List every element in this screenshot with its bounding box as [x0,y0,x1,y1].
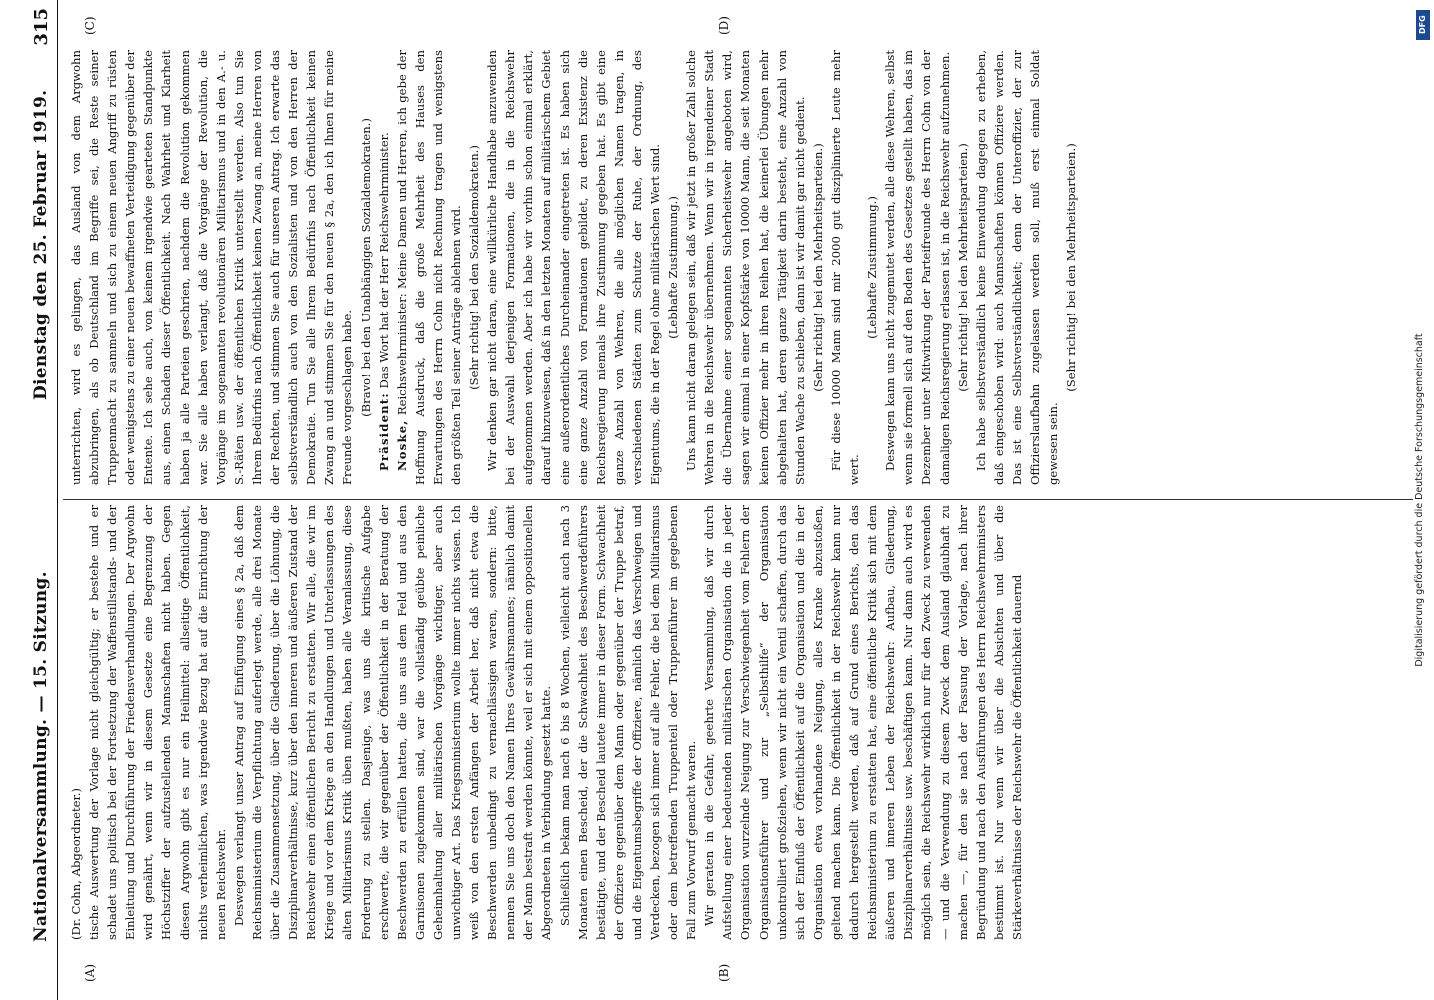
right-column-paragraph: Uns kann nicht daran gelegen sein, daß wir jetzt in großer Zahl solche Wehren in die Reichswehr übernehmen. Wenn wir in irgendeiner Stadt die Übernahme einer sogenannten Sicherheitswehr angeboten wird, sagen wir einmal in einer Kopfstärke von 10000 Mann, die seit Monaten keinen Offizier mehr in ihren Reihen hat, die keinerlei Übungen mehr abgehalten hat, deren ganze Tätigkeit darin besteht, eine Anzahl von Stunden Wache zu schieben, dann ist wir damit gar nicht gedient. [684,50,807,485]
speaker-name: Noske, [394,419,409,471]
margin-marker-a: (A) [83,963,97,982]
left-column [67,505,1407,940]
margin-marker-d: (D) [717,16,731,35]
right-column-paragraph: Präsident: Das Wort hat der Herr Reichswehrminister. [376,132,391,471]
right-column-paragraph: (Lebhafte Zustimmung.) [666,196,681,339]
page-header [31,0,58,1000]
right-column-paragraph: (Sehr richtig! bei den Mehrheitsparteien.) [1064,143,1079,392]
speaker-name: Präsident: [376,392,391,471]
digitization-credit: Digitalisierung gefördert durch die Deutsche Forschungsgemeinschaft [1414,333,1425,667]
page-number: 315 [31,8,52,46]
right-column-paragraph: Wir denken gar nicht daran, eine willkürliche Handhabe anzuwenden bei der Auswahl derjenigen Formationen, die in die Reichswehr aufgenommen werden. Aber ich habe wir vorhin schon einmal erklärt, darauf hinzuweisen, daß in den letzten Monaten auf militärischem Gebiet eine außerordentliches Durcheinander eingetreten ist. Es haben sich eine ganze Anzahl von Formationen gebildet, zu deren Existenz die Reichsregierung niemals ihre Zustimmung gegeben hat. Es gibt eine ganze Anzahl von Wehren, die alle möglichen Namen tragen, in verschiedenen Städten zum Schutze der Ruhe, der Ordnung, des Eigentums, die in der Regel ohne militärischen Wert sind. [485,50,662,485]
right-column-paragraph: Deswegen kann uns nicht zugemutet werden, alle diese Wehren, selbst wenn sie formell sich auf den Boden des Gesetzes gestellt haben, das im Dezember unter Mitwirkung der Parteifreunde des Herrn Cohn von der damaligen Reichsregierung erlassen ist, in die Reichswehr aufzunehmen. [883,50,952,485]
right-column-paragraph: (Sehr richtig! bei den Mehrheitsparteien.) [955,143,970,392]
left-column-paragraph: (Dr. Cohn, Abgeordneter.) [69,788,83,940]
header-left-title: Nationalversammlung. — 15. Sitzung. [31,571,51,942]
right-column-paragraph: Noske, Reichswehrminister: Meine Damen und Herren, ich gebe der Hoffnung Ausdruck, daß die große Mehrheit des Hauses den Erwartungen des Herrn Cohn nicht Rechnung tragen und wenigstens den größten Teil seiner Anträge ablehnen wird. [394,50,463,485]
rotated-page-content [17,0,1417,1000]
right-column-paragraph: unterrichten, wird es gelingen, das Ausland von dem Argwohn abzubringen, als ob Deutschland im Begriffe sei, die Reste seiner Truppenmacht zu sammeln und sich zu einem neuen Angriff zu rüsten oder wenigstens zu einer neuen bewaffneten Verteidigung gegenüber der Entente. Ich sehe auch, von keinem irgendwie gearteten Standpunkte aus, einen Schaden dieser Öffentlichkeit. Nach Wahrheit und Klarheit haben ja alle Parteien geschrien, nachdem die Revolution gekommen war. Sie alle haben verlangt, daß die Vorgänge der Revolution, die Vorgänge im sogenannten revolutionären Militarismus und in den A.- u. S.-Räten usw. der öffentlichen Kritik unterstellt werden. Also tun Sie Ihrem Bedürfnis nach Öffentlichkeit keinen Zwang an, meine Herren von der Rechten, und stimmen Sie auch für unseren Antrag. Ich erwarte das selbstverständlich auch von den Sozialisten und von den Herren der Demokratie. Tun Sie alle Ihrem Bedürfnis nach Öffentlichkeit keinen Zwang an und stimmen Sie für den neuen § 2a, den ich Ihnen für meine Freunde vorgeschlagen habe. [69,50,355,485]
left-column-paragraph: Deswegen verlangt unser Antrag auf Einfügung eines § 2a, daß dem Reichsministerium die Verpflichtung auferlegt werde, alle drei Monate über die Zusammensetzung, über die Gliederung, über die Löhnung, die Disziplinarverhältnisse, kurz über den inneren und äußeren Zustand der Reichswehr einen öffentlichen Bericht zu erstatten. Wir alle, die wir im Kriege und vor dem Kriege an den Handlungen und Unterlassungen des alten Militarismus Kritik üben mußten, haben alle Veranlassung, diese Forderung zu stellen. Dasjenige, was uns die kritische Aufgabe erschwerte, die wir gegenüber der Öffentlichkeit in der Beratung der Beschwerden zu erfüllen hatten, die uns aus dem Feld und aus den Garnisonen zugekommen sind, war die vollständig geübte peinliche Geheimhaltung aller militärischen Vorgänge wichtiger, aber auch unwichtiger Art. Das Kriegsministerium wollte immer nichts wissen. Ich weiß von den ersten Anfängen der Arbeit her, daß nicht etwa die Beschwerden unbedingt zu vernachlässigen waren, sondern: bitte, nennen Sie uns doch den Namen Ihres Gewährsmannes; nämlich damit der Mann bestraft werden könnte, weil er sich mit einem oppositionellen Abgeordneten in Verbindung gesetzt hatte. [231,505,554,940]
column-divider [63,499,1413,500]
left-column-paragraph: tische Auswertung der Vorlage nicht gleichgültig; er bestehe und er schadet uns politisch bei der Fortsetzung der Waffenstillstands- und der Einleitung und Durchführung der Friedensverhandlungen. Der Argwohn wird genährt, wenn wir in diesem Gesetze eine Begrenzung der Höchstziffer der aufzustellenden Mannschaften nicht haben. Gegen diesen Argwohn gibt es nur ein Heilmittel: allseitige Öffentlichkeit, nichts verheimlichen, was irgendwie Bezug hat auf die Einrichtung der neuen Reichswehr. [87,505,228,940]
left-column-paragraph: Schließlich bekam man nach 6 bis 8 Wochen, vielleicht auch nach 3 Monaten einen Bescheid, der die Schwachheit des Beschwerdeführers bestätigte, und der Bescheid lautete immer in dieser Form. Schwachheit der Offiziere gegenüber dem Mann oder gegenüber der Truppe betraf, und die Eigentumsbegriffe der Offiziere, nämlich das Verschweigen und Verdecken, bezogen sich immer auf alle Fehler, die bei dem Militarismus oder dem betreffenden Truppenteil oder Truppenführer im gegebenen Fall zum Vorwurf gemacht waren. [557,505,699,940]
right-column-paragraph: (Sehr richtig! bei den Sozialdemokraten.) [467,145,482,390]
right-column [67,50,1407,485]
dfg-logo: DFG [1416,10,1430,40]
right-column-paragraph: Für diese 10000 Mann sind mir 2000 gut disziplinierte Leute mehr wert. [828,50,862,485]
right-column-paragraph: (Lebhafte Zustimmung.) [865,196,880,339]
left-column-paragraph: Wir geraten in die Gefahr, geehrte Versammlung, daß wir durch Aufstellung einer bedeutenden militärischen Organisation die in jeder Organisation wurzelnde Neigung zur Verschwiegenheit vom Fehlern der Organisationsführer und zur „Selbsthilfe“ der Organisation unkontrolliert großziehen, wenn wir nicht ein Ventil schaffen, durch das sich der Einfluß der Öffentlichkeit auf die Organisation und die in der Organisation etwa vorhandene Neigung, alles Kranke abzustoßen, geltend machen kann. Die Öffentlichkeit in der Reichswehr kann nur dadurch hergestellt werden, daß auf Grund eines Berichts, den das Reichsministerium zu erstatten hat, eine öffentliche Kritik sich mit dem äußeren und inneren Leben der Reichswehr: Aufbau, Gliederung, Disziplinarverhältnisse usw. beschäftigen kann. Nur dann auch wird es möglich sein, die Reichswehr wirklich nur für den Zweck zu verwenden — und die Verwendung zu diesem Zweck dem Ausland glaubhaft zu machen —, für den sie nach der Fassung der Vorlage, nach ihrer Begründung und nach den Ausführungen des Herrn Reichswehrministers bestimmt ist. Nur wenn wir über die Absichten und über die Stärkeverhältnisse der Reichswehr die Öffentlichkeit dauernd [702,505,1024,940]
right-column-paragraph: (Sehr richtig! bei den Mehrheitsparteien.) [810,143,825,392]
right-column-paragraph: Ich habe selbstverständlich keine Einwendung dagegen zu erheben, daß eingeschoben wird: auch Mannschaften können Offiziere werden. Das ist eine Selbstverständlichkeit; denn der Unteroffizier, der zur Offizierslaufbahn zugelassen werden soll, muß erst einmal Soldat gewesen sein. [973,50,1061,485]
margin-marker-b: (B) [717,963,731,982]
right-column-paragraph: (Bravo! bei den Unabhängigen Sozialdemokraten.) [358,118,373,417]
margin-marker-c: (C) [83,16,97,35]
header-date: Dienstag den 25. Februar 1919. [31,89,51,400]
